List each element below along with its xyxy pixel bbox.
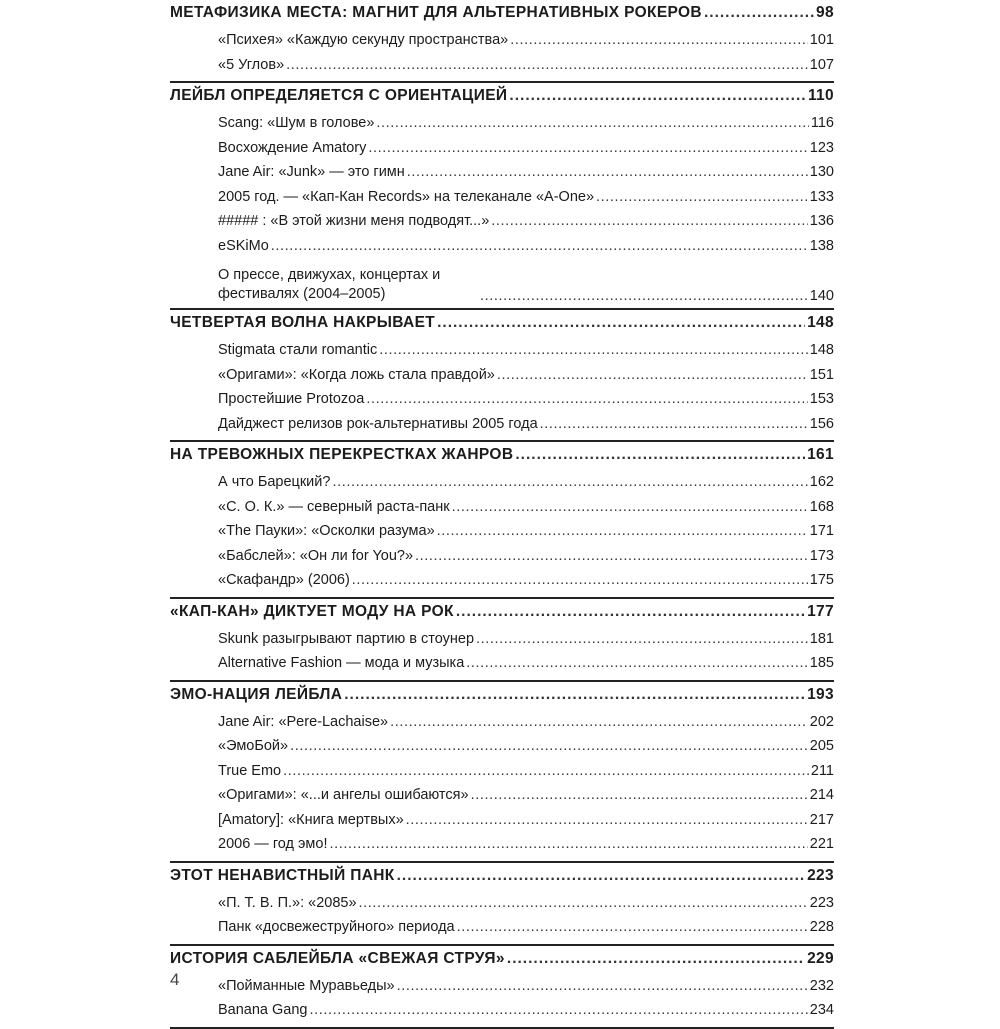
dot-leader [359, 895, 808, 911]
entry-title: Stigmata стали romantic [218, 342, 378, 358]
chapter-title: ЧЕТВЕРТАЯ ВОЛНА НАКРЫВАЕТ [170, 314, 436, 331]
toc-entry [170, 367, 834, 392]
chapter-page: 177 [807, 602, 834, 620]
toc-entry [170, 738, 834, 763]
entry-page: 156 [809, 415, 834, 432]
entry-title: True Emo [218, 762, 282, 779]
chapter-heading [170, 863, 834, 895]
toc-entry [170, 895, 834, 920]
entry-title: «Психея» «Каждую секунду пространства» [218, 32, 509, 48]
chapter-title: ЭТОТ НЕНАВИСТНЫЙ ПАНК [170, 866, 395, 884]
dot-leader [471, 787, 808, 803]
toc-entry [170, 391, 834, 416]
toc-section [170, 0, 834, 83]
toc-section [170, 946, 834, 1029]
dot-leader [466, 655, 808, 671]
toc-entry [170, 523, 834, 548]
dot-leader [596, 189, 808, 205]
toc-entry [170, 499, 834, 524]
toc-entry [170, 238, 834, 263]
toc-entry [170, 32, 834, 57]
dot-leader [368, 140, 807, 156]
entry-title: А что Барецкий? [218, 474, 331, 490]
entry-page: 138 [809, 237, 834, 254]
dot-leader [509, 87, 806, 105]
toc-entry [170, 631, 834, 656]
entry-page: 205 [809, 738, 834, 754]
entry-title: ##### : «В этой жизни меня подводят...» [218, 213, 490, 229]
entry-title: Scang: «Шум в голове» [218, 115, 375, 131]
dot-leader [457, 919, 808, 935]
entry-page: 171 [809, 523, 834, 539]
toc-section [170, 83, 834, 310]
chapter-heading [170, 83, 834, 115]
chapter-page: 161 [807, 446, 834, 463]
entry-page: 175 [809, 572, 834, 588]
toc-entry [170, 714, 834, 739]
entry-title: «П. Т. В. П.»: «2085» [218, 894, 357, 911]
entry-title: Восхождение Amatory [218, 139, 367, 156]
entry-page: 151 [809, 366, 834, 383]
dot-leader [310, 1002, 808, 1018]
entry-title: «Пойманные Муравьеды» [218, 977, 395, 994]
chapter-title: НА ТРЕВОЖНЫХ ПЕРЕКРЕСТКАХ ЖАНРОВ [170, 446, 514, 463]
toc-entry [170, 812, 834, 837]
toc-entry [170, 787, 834, 812]
entry-page: 185 [809, 655, 834, 671]
entry-page: 221 [809, 836, 834, 852]
toc-entry [170, 140, 834, 165]
chapter-title: ЛЕЙБЛ ОПРЕДЕЛЯЕТСЯ С ОРИЕНТАЦИЕЙ [170, 87, 508, 104]
dot-leader [406, 812, 808, 828]
chapter-page: 193 [807, 685, 834, 703]
dot-leader [329, 836, 807, 852]
dot-leader [344, 686, 805, 704]
toc-entry [170, 763, 834, 788]
entry-page: 136 [809, 213, 834, 229]
entry-title: «5 Углов» [218, 56, 285, 73]
entry-page: 217 [809, 811, 834, 828]
entry-page: 130 [809, 164, 834, 180]
dot-leader [271, 238, 808, 254]
page-number: 4 [170, 970, 180, 989]
entry-title: Banana Gang [218, 1002, 308, 1018]
dot-leader [480, 288, 808, 304]
dot-leader [283, 763, 809, 779]
entry-title: Jane Air: «Junk» — это гимн [218, 164, 405, 180]
entry-page: 214 [809, 787, 834, 803]
dot-leader [397, 978, 808, 994]
entry-page: 153 [809, 391, 834, 407]
dot-leader [456, 603, 805, 621]
entry-page: 202 [809, 713, 834, 730]
entry-page: 232 [809, 977, 834, 994]
entry-page: 133 [809, 188, 834, 205]
entry-title: О прессе, движухах, концертах и фестивалях (2004–2005) [218, 267, 441, 302]
chapter-heading [170, 0, 834, 32]
toc-entry [170, 213, 834, 238]
toc-entry [170, 655, 834, 680]
toc-entry [170, 919, 834, 944]
entry-title: 2005 год. — «Кап-Кан Records» на телеканале «A-One» [218, 188, 595, 205]
chapter-heading [170, 682, 834, 714]
entry-title: «ЭмоБой» [218, 738, 289, 754]
toc-entry [170, 342, 834, 367]
toc-entry [170, 262, 834, 308]
chapter-title: ЭМО-НАЦИЯ ЛЕЙБЛА [170, 685, 343, 703]
dot-leader [437, 314, 805, 332]
dot-leader [332, 474, 807, 490]
chapter-heading [170, 599, 834, 631]
entry-title: Простейшие Protozoa [218, 391, 365, 407]
dot-leader [290, 738, 808, 754]
chapter-page: 148 [807, 314, 834, 331]
dot-leader [497, 367, 808, 383]
entry-page: 228 [809, 919, 834, 935]
entry-title: «The Пауки»: «Осколки разума» [218, 523, 435, 539]
dot-leader [510, 32, 808, 48]
entry-page: 181 [809, 630, 834, 647]
entry-page: 107 [809, 56, 834, 73]
dot-leader [390, 714, 808, 730]
entry-page: 148 [809, 342, 834, 358]
entry-page: 234 [809, 1002, 834, 1018]
toc-entry [170, 474, 834, 499]
toc-entry [170, 978, 834, 1003]
dot-leader [437, 523, 808, 539]
toc-entry [170, 57, 834, 82]
entry-title: Alternative Fashion — мода и музыка [218, 655, 465, 671]
entry-title: «Оригами»: «...и ангелы ошибаются» [218, 787, 469, 803]
dot-leader [540, 416, 808, 432]
chapter-page: 229 [807, 949, 834, 967]
entry-title: Skunk разыгрывают партию в стоунер [218, 630, 475, 647]
entry-title: [Amatory]: «Книга мертвых» [218, 811, 404, 828]
entry-page: 168 [809, 498, 834, 515]
toc-entry [170, 416, 834, 441]
toc-entry [170, 572, 834, 597]
dot-leader [286, 57, 808, 73]
dot-leader [376, 115, 808, 131]
chapter-page: 110 [807, 87, 834, 104]
dot-leader [491, 213, 808, 229]
chapter-title: ИСТОРИЯ САБЛЕЙБЛА «СВЕЖАЯ СТРУЯ» [170, 949, 505, 967]
entry-title: Панк «досвежеструйного» периода [218, 919, 455, 935]
toc-entry [170, 115, 834, 140]
toc-section [170, 863, 834, 946]
entry-page: 162 [809, 474, 834, 490]
toc-section [170, 599, 834, 682]
chapter-title: МЕТАФИЗИКА МЕСТА: МАГНИТ ДЛЯ АЛЬТЕРНАТИВНЫХ РОКЕРОВ [170, 4, 702, 21]
entry-title: 2006 — год эмо! [218, 836, 328, 852]
chapter-heading [170, 310, 834, 342]
dot-leader [366, 391, 807, 407]
entry-page: 223 [809, 894, 834, 911]
dot-leader [379, 342, 808, 358]
toc-entry [170, 836, 834, 861]
toc-entry [170, 548, 834, 573]
toc-entry [170, 164, 834, 189]
chapter-page: 223 [807, 866, 834, 884]
chapter-title: «КАП-КАН» ДИКТУЕТ МОДУ НА РОК [170, 602, 454, 620]
entry-title: «Бабслей»: «Он ли for You?» [218, 547, 414, 564]
toc-section [170, 442, 834, 599]
chapter-heading [170, 442, 834, 474]
entry-page: 211 [810, 762, 834, 779]
entry-title: «Скафандр» (2006) [218, 572, 350, 588]
toc-entry [170, 1002, 834, 1027]
entry-page: 140 [809, 288, 834, 304]
dot-leader [515, 446, 805, 464]
toc-section [170, 310, 834, 442]
entry-page: 173 [809, 547, 834, 564]
dot-leader [452, 499, 808, 515]
toc-entry [170, 189, 834, 214]
entry-page: 101 [809, 32, 834, 48]
chapter-page: 98 [816, 4, 834, 21]
dot-leader [352, 572, 808, 588]
entry-title: Дайджест релизов рок-альтернативы 2005 года [218, 415, 538, 432]
dot-leader [704, 4, 814, 22]
dot-leader [476, 631, 808, 647]
entry-page: 116 [810, 115, 834, 131]
dot-leader [407, 164, 808, 180]
dot-leader [507, 950, 805, 968]
chapter-heading [170, 946, 834, 978]
dot-leader [397, 867, 805, 885]
entry-title: Jane Air: «Pere-Lachaise» [218, 713, 389, 730]
entry-page: 123 [809, 139, 834, 156]
entry-title: «Оригами»: «Когда ложь стала правдой» [218, 366, 495, 383]
entry-title: eSKiMo [218, 237, 269, 254]
dot-leader [415, 548, 808, 564]
toc-section [170, 682, 834, 863]
entry-title: «С. О. К.» — северный раста-панк [218, 498, 450, 515]
table-of-contents [170, 0, 834, 1029]
